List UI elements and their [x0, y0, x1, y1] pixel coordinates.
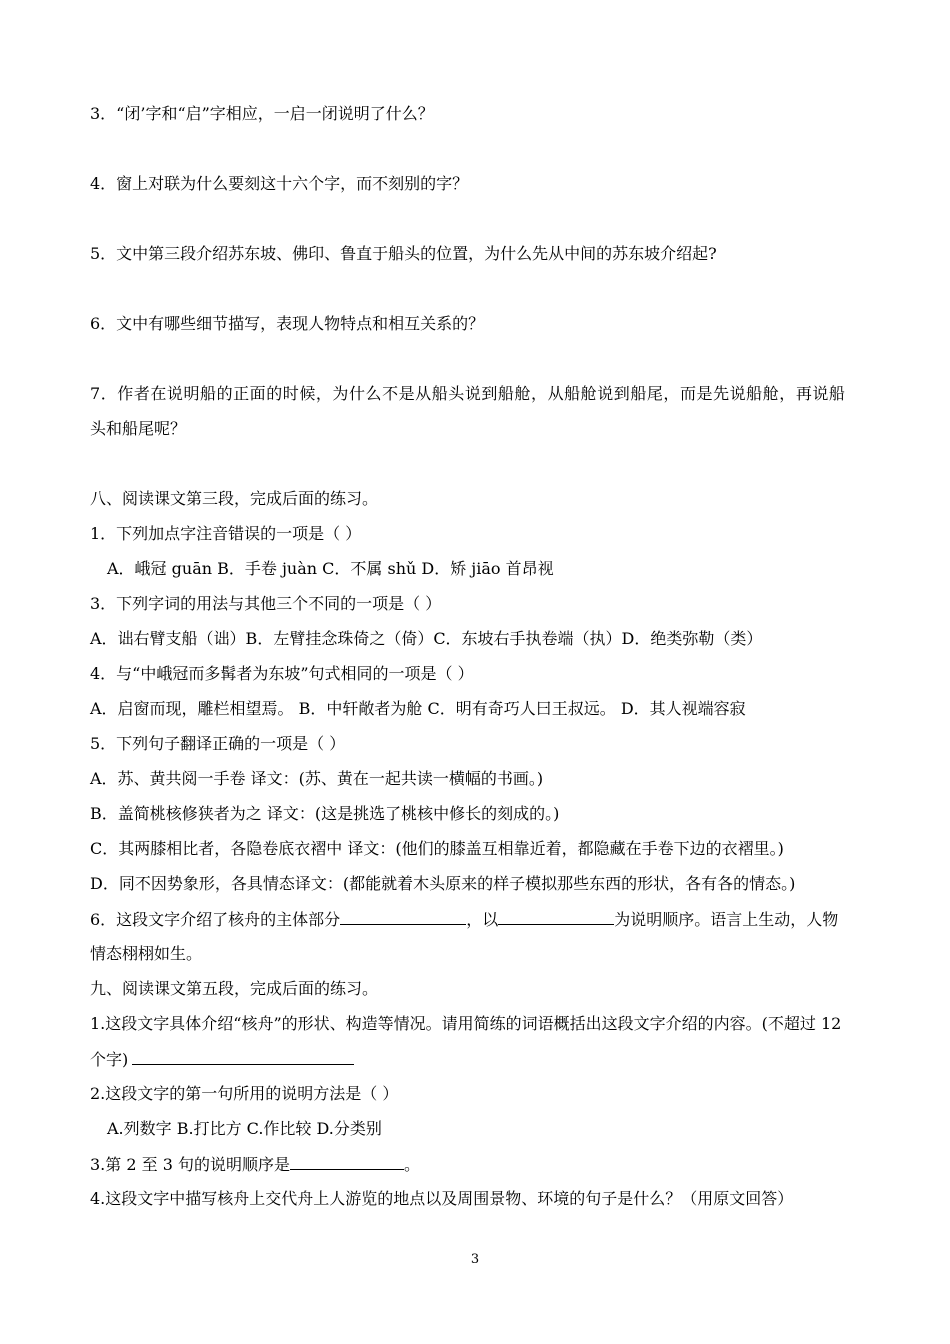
s8-q6-text-2: ，以 [466, 910, 499, 929]
section-9-heading: 九、阅读课文第五段，完成后面的练习。 [90, 979, 379, 998]
answer-blank[interactable] [290, 1154, 404, 1170]
s9-question-1-line-1: 1.这段文字具体介绍“核舟”的形状、构造等情况。请用简练的词语概括出这段文字介绍的内容。(不超过 12 [90, 1014, 842, 1033]
answer-blank[interactable] [340, 909, 466, 925]
s9-q3-text-2: 。 [403, 1155, 420, 1174]
s8-question-5: 5．下列句子翻译正确的一项是（ ） [90, 734, 346, 753]
question-7-line-1: 7．作者在说明船的正面的时候，为什么不是从船头说到船舱，从船舱说到船尾，而是先说船舱，再说船 [90, 384, 846, 403]
answer-blank[interactable] [132, 1049, 354, 1065]
s8-question-4-options: A．启窗而现，雕栏相望焉。 B．中轩敞者为舱 C．明有奇巧人曰王叔远。 D．其人视端容寂 [90, 699, 746, 718]
s9-question-1-line-2 [90, 1049, 354, 1070]
question-3: 3．“闭’字和“启”字相应，一启一闭说明了什么？ [90, 104, 434, 123]
question-4: 4．窗上对联为什么要刻这十六个字，而不刻别的字？ [90, 174, 469, 193]
s9-question-2-options: A.列数字 B.打比方 C.作比较 D.分类别 [107, 1119, 382, 1138]
question-5: 5．文中第三段介绍苏东坡、佛印、鲁直于船头的位置，为什么先从中间的苏东坡介绍起? [90, 244, 717, 263]
s8-question-5-option-a: A．苏、黄共阅一手卷 译文：(苏、黄在一起共读一横幅的书画。) [90, 769, 544, 788]
s9-q1-text-2: 个字) [90, 1050, 129, 1069]
s8-q6-text-3: 为说明顺序。语言上生动，人物 [614, 910, 839, 929]
s9-q3-text-1: 3.第 2 至 3 句的说明顺序是 [90, 1155, 290, 1174]
section-8-heading: 八、阅读课文第三段，完成后面的练习。 [90, 489, 379, 508]
s8-question-3: 3．下列字词的用法与其他三个不同的一项是（ ） [90, 594, 442, 613]
question-6: 6．文中有哪些细节描写，表现人物特点和相互关系的？ [90, 314, 485, 333]
s9-question-2: 2.这段文字的第一句所用的说明方法是（ ） [90, 1084, 399, 1103]
s8-question-6-line-2: 情态栩栩如生。 [90, 944, 203, 963]
s8-question-5-option-c: C．其两膝相比者，各隐卷底衣褶中 译文：(他们的膝盖互相靠近着，都隐藏在手卷下边的衣褶里。) [90, 839, 784, 858]
answer-blank[interactable] [498, 909, 614, 925]
s8-question-1-options: A．峨冠 guān B．手卷 juàn C．不属 shǔ D．矫 jiāo 首昂视 [107, 559, 554, 578]
s9-question-4: 4.这段文字中描写核舟上交代舟上人游览的地点以及周围景物、环境的句子是什么？（用原文回答） [90, 1189, 794, 1208]
page-number: 3 [470, 1252, 480, 1267]
s8-q6-text-1: 6．这段文字介绍了核舟的主体部分 [90, 910, 341, 929]
s8-question-5-option-d: D．同不因势象形，各具情态译文：(都能就着木头原来的样子模拟那些东西的形状，各有各的情态。) [90, 874, 796, 893]
s9-question-3 [90, 1154, 420, 1175]
question-7-line-2: 头和船尾呢？ [90, 419, 187, 438]
s8-question-1: 1．下列加点字注音错误的一项是（ ） [90, 524, 362, 543]
s8-question-6-line-1 [90, 909, 838, 930]
s8-question-4: 4．与“中峨冠而多髯者为东坡”句式相同的一项是（ ） [90, 664, 474, 683]
s8-question-5-option-b: B．盖简桃核修狭者为之 译文：(这是挑选了桃核中修长的刻成的。) [90, 804, 560, 823]
s8-question-3-options: A．诎右臂支船（诎）B．左臂挂念珠倚之（倚）C．东坡右手执卷端（执）D．绝类弥勒（类） [90, 629, 763, 648]
